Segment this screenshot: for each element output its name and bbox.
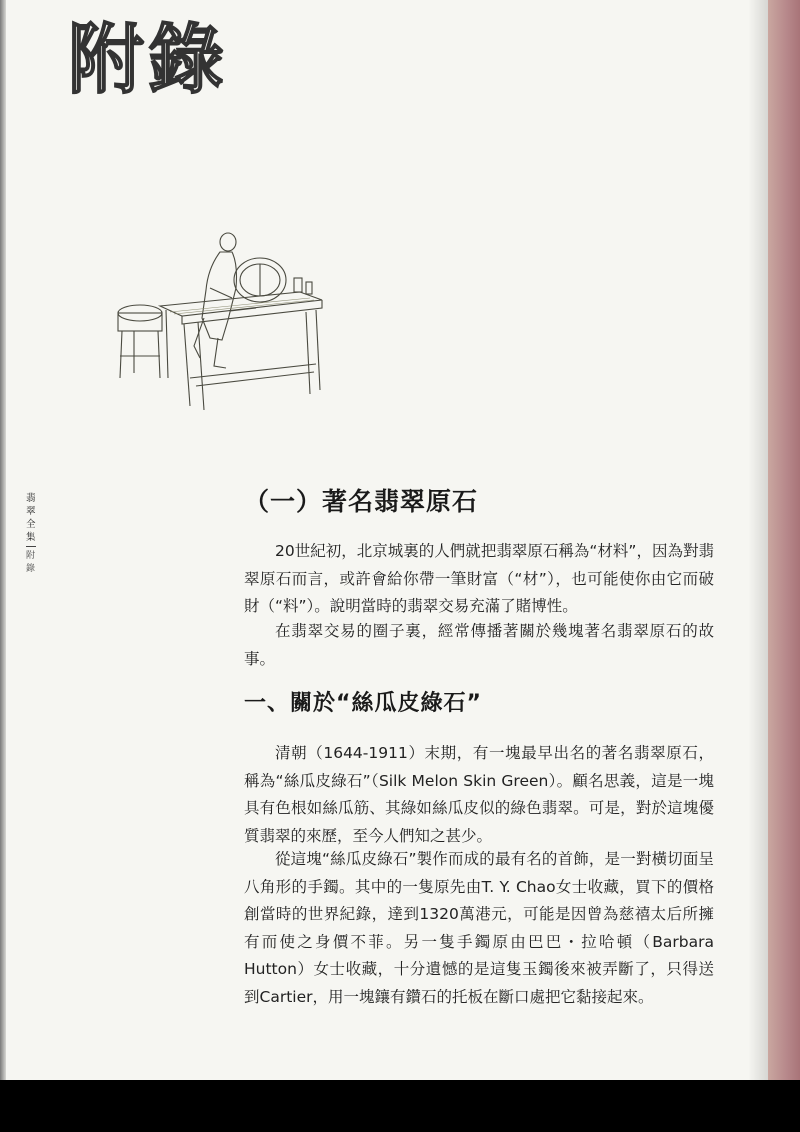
appendix-title: 附錄	[68, 15, 228, 104]
body-paragraph: 從這塊“絲瓜皮綠石”製作而成的最有名的首飾，是一對橫切面呈八角形的手鐲。其中的一隻原先由T. Y. Chao女士收藏，買下的價格創當時的世界紀錄，達到1320萬港元，可能是因曾為慈禧太后所擁有而使之身價不菲。另一隻手鐲原由巴巴・拉哈頓（Barbara Hutton）女士收藏，十分遺憾的是這隻玉鐲後來被弄斷了，只得送到Cartier，用一塊鑲有鑽石的托板在斷口處把它黏接起來。	[244, 850, 714, 1006]
book-spine-edge	[768, 0, 800, 1080]
section-heading: （一）著名翡翠原石	[244, 487, 479, 516]
running-side-label	[26, 492, 40, 576]
subsection-heading: 一、關於“絲瓜皮綠石”	[244, 691, 482, 716]
side-divider	[26, 546, 36, 547]
side-book-title: 翡翠全集	[26, 493, 36, 543]
side-section-name: 附錄	[26, 551, 36, 574]
body-paragraph: 20世紀初，北京城裏的人們就把翡翠原石稱為“材料”，因為對翡翠原石而言，或許會給你帶一筆財富（“材”），也可能使你由它而破財（“料”）。說明當時的翡翠交易充滿了賭博性。	[244, 542, 714, 615]
jade-carving-illustration	[110, 228, 360, 428]
scan-bottom-border	[0, 1080, 800, 1132]
body-paragraph: 清朝（1644-1911）末期，有一塊最早出名的著名翡翠原石，稱為“絲瓜皮綠石”（Silk Melon Skin Green）。顧名思義，這是一塊具有色根如絲瓜筋、其綠如絲瓜皮似的綠色翡翠。可是，對於這塊優質翡翠的來歷，至今人們知之甚少。	[244, 744, 714, 845]
body-paragraph: 在翡翠交易的圈子裏，經常傳播著關於幾塊著名翡翠原石的故事。	[244, 622, 714, 668]
